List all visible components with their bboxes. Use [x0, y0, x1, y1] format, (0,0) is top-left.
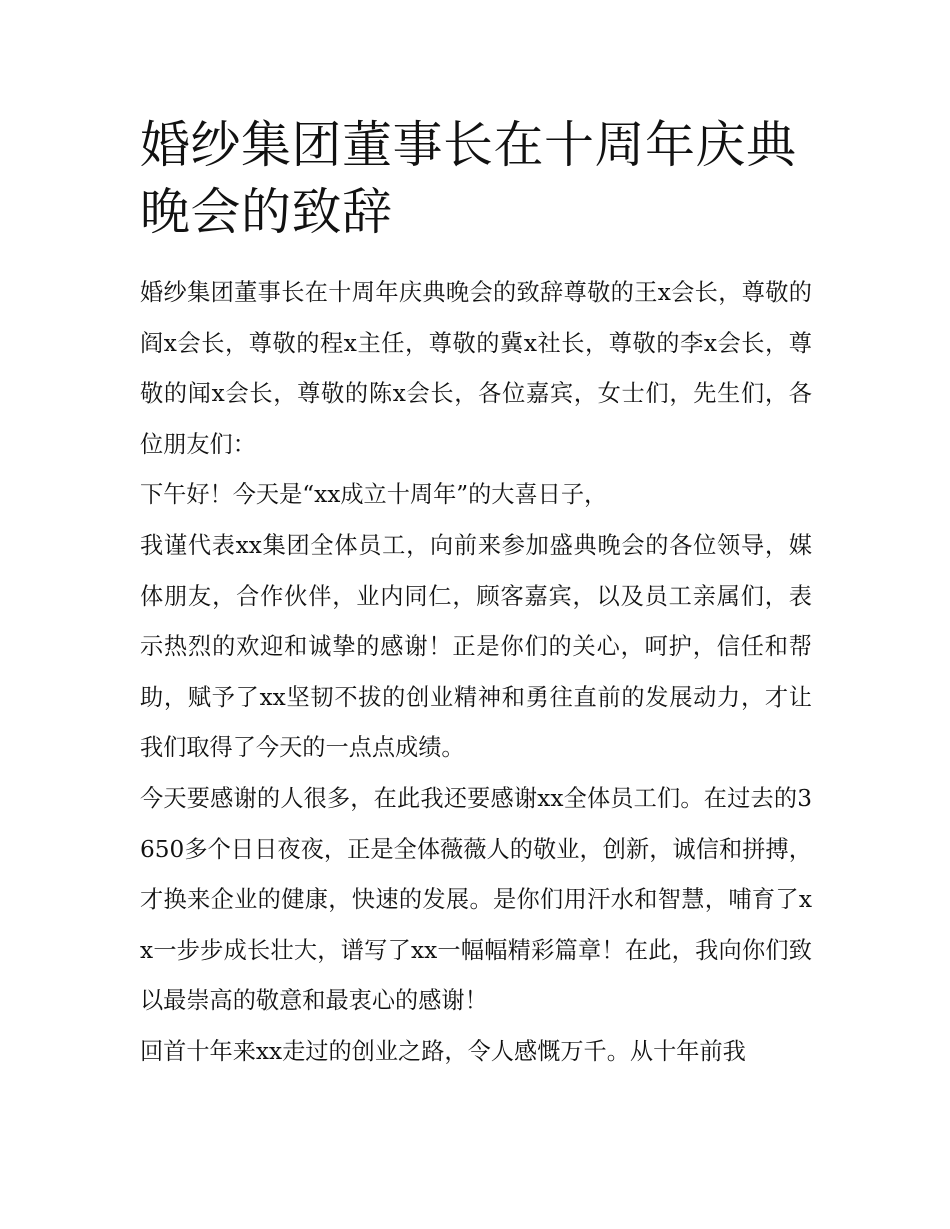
document-page — [140, 112, 812, 1078]
paragraph-retrospect: 回首十年来xx走过的创业之路，令人感慨万千。从十年前我 — [140, 1037, 746, 1065]
paragraph-thanks-staff: 今天要感谢的人很多，在此我还要感谢xx全体员工们。在过去的3650多个日日夜夜，正是全体薇薇人的敬业，创新，诚信和拼搏，才换来企业的健康，快速的发展。是你们用汗水和智慧，哺育了xx一步步成长壮大，谱写了xx一幅幅精彩篇章！在此，我向你们致以最崇高的敬意和最衷心的感谢！ — [140, 784, 812, 1015]
paragraph-greeting: 婚纱集团董事长在十周年庆典晚会的致辞尊敬的王x会长，尊敬的阎x会长，尊敬的程x主任，尊敬的冀x社长，尊敬的李x会长，尊敬的闻x会长，尊敬的陈x会长，各位嘉宾，女士们，先生们，各位朋友们： — [140, 279, 812, 458]
document-body — [140, 268, 812, 1078]
document-title: 婚纱集团董事长在十周年庆典晚会的致辞 — [140, 116, 797, 241]
paragraph-good-afternoon: 下午好！今天是“xx成立十周年”的大喜日子， — [140, 481, 608, 509]
paragraph-welcome: 我谨代表xx集团全体员工，向前来参加盛典晚会的各位领导，媒体朋友，合作伙伴，业内同仁，顾客嘉宾，以及员工亲属们，表示热烈的欢迎和诚挚的感谢！正是你们的关心，呵护，信任和帮助，赋予了xx坚韧不拔的创业精神和勇往直前的发展动力，才让我们取得了今天的一点点成绩。 — [140, 531, 812, 762]
